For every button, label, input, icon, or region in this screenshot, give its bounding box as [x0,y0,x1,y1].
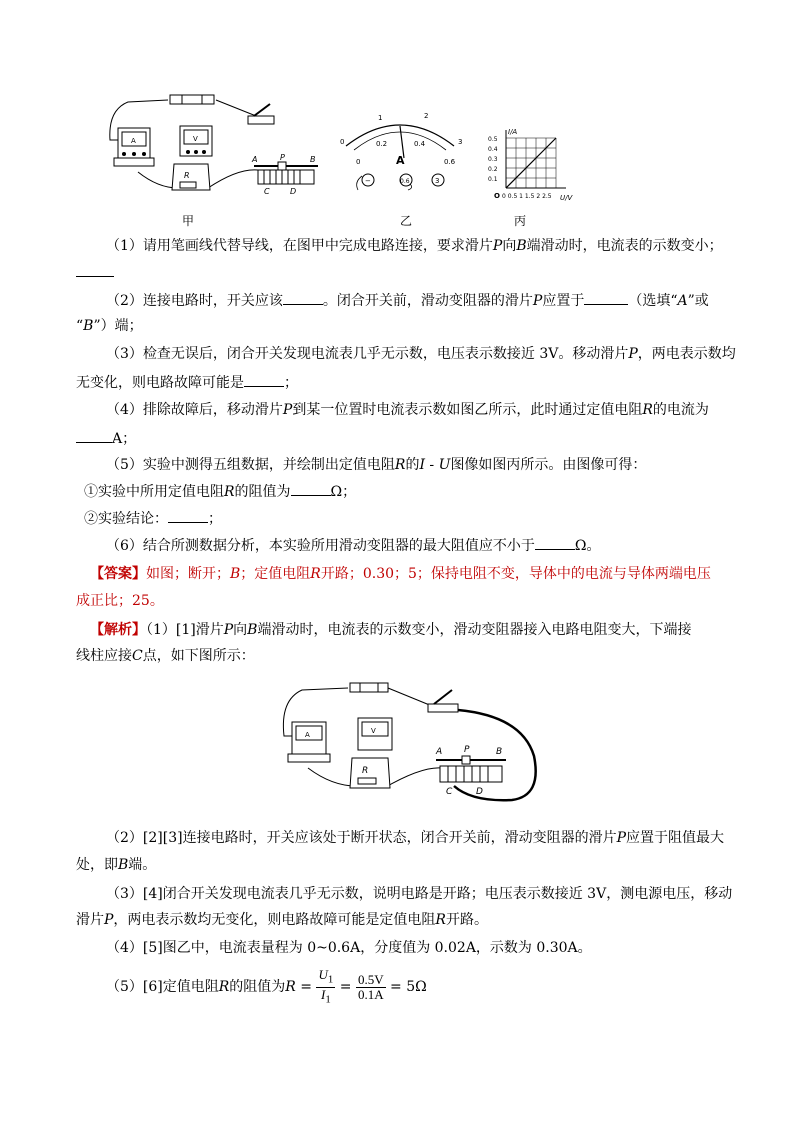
figure-b-caption: 乙 [400,214,413,228]
rheostat-label-a: A [252,155,258,164]
analysis-line-5: （5）[6]定值电阻R的阻值为R = $\frac{U_1}{I_1}$ = $\frac{0.5V}{0.1A}$ = 5Ω [106,967,427,1006]
formula-r: R [285,979,296,996]
answer-blank-5-2 [168,508,208,523]
circuit-figure-completed [272,676,542,806]
analysis-line-2-cont: 处，即B端。 [76,857,157,873]
formula-result: = 5Ω [385,979,427,996]
meter-terminal-06: 0.6 [400,178,410,185]
voltmeter-icon [180,126,212,156]
answer-blank-1 [76,262,114,277]
graph-ytick-02: 0.2 [488,166,498,173]
meter-upper-tick-0: 0 [340,138,345,146]
meter-terminal-neg: − [365,177,371,185]
analysis-line-1-cont: 线柱应接C点，如下图所示： [76,648,255,664]
question-2: （2）连接电路时，开关应该 。闭合开关前，滑动变阻器的滑片P应置于 （选填“A”或 [76,290,726,311]
meter-lower-tick-3: 0.6 [444,158,456,166]
iu-graph-figure-c [486,128,586,214]
analysis-line-4: （4）[5]图乙中，电流表量程为 0~0.6A，分度值为 0.02A，示数为 0.30A。 [106,940,592,956]
circuit-figure-a [98,88,328,206]
question-1-blank-line [76,262,726,283]
meter-lower-tick-2: 0.4 [414,140,426,148]
analysis-line-3: （3）[4]闭合开关发现电流表几乎无示数，说明电路是开路；电压表示数接近 3V，测电源电压，移动 [106,886,733,902]
completed-label-b: B [496,747,503,757]
question-2-cont: “B”）端； [76,318,143,334]
question-4: （4）排除故障后，移动滑片P到某一位置时电流表示数如图乙所示，此时通过定值电阻R的电流为 [106,402,709,418]
ammeter-icon [114,128,154,166]
completed-label-d: D [476,787,483,797]
graph-origin: O [494,192,500,200]
analysis-line-2: （2）[2][3]连接电路时，开关应该处于断开状态，闭合开关前，滑动变阻器的滑片P应置于阻值最大 [106,830,724,846]
answer-blank-2b [584,290,628,305]
question-1: （1）请用笔画线代替导线，在图甲中完成电路连接，要求滑片P向B端滑动时，电流表的示数变小； [106,238,723,254]
graph-xlabel: U/V [560,194,573,202]
answer-label: 【答案】 [90,566,146,582]
rheostat-label-p: P [280,153,285,162]
meter-terminal-3: 3 [435,177,440,185]
battery-icon [170,95,214,104]
added-wire [454,710,536,800]
answer-blank-3 [244,372,284,387]
figure-c-caption: 丙 [514,214,527,228]
answer-line-1: 【答案】如图；断开；B；定值电阻R开路；0.30；5；保持电阻不变，导体中的电流与导体两端电压 [76,564,726,584]
meter-upper-tick-2: 2 [424,112,429,120]
voltmeter-label: V [193,135,198,143]
resistor-label-r: R [184,171,190,180]
completed-label-p: P [464,745,470,755]
graph-ytick-04: 0.4 [488,146,498,153]
graph-xticks: 0 0.5 1 1.5 2 2.5 [502,193,552,200]
meter-lower-tick-1: 0.2 [376,140,388,148]
answer-blank-6 [535,535,575,550]
rheostat-icon [251,153,318,196]
meter-figure-b [334,106,464,196]
question-5-1: ①实验中所用定值电阻R的阻值为 Ω； [76,481,726,502]
completed-voltmeter-label: V [371,727,376,735]
question-3-cont: 无变化，则电路故障可能是 ； [76,372,726,393]
formula-fraction-ui: $\frac{U_1}{I_1}$ [318,967,334,1006]
figure-a-caption: 甲 [182,214,195,228]
meter-upper-tick-1: 1 [378,114,383,122]
ammeter-label: A [131,137,136,145]
graph-ytick-03: 0.3 [488,156,498,163]
rheostat-label-d: D [290,187,297,196]
resistor-icon [172,164,210,190]
answer-blank-2a [283,290,323,305]
answer-blank-5-1 [291,481,331,496]
question-4-cont: A； [76,428,726,449]
completed-ammeter-label: A [305,731,310,739]
meter-lower-tick-0: 0 [356,158,361,166]
analysis-line-1: 【解析】（1）[1]滑片P向B端滑动时，电流表的示数变小，滑动变阻器接入电路电阻变大，下端接 [76,620,726,640]
completed-resistor-label: R [362,766,369,776]
answer-blank-4 [76,428,112,443]
question-6: （6）结合所测数据分析，本实验所用滑动变阻器的最大阻值应不小于 Ω。 [76,535,726,556]
question-5-2: ②实验结论： ； [76,508,726,529]
graph-ylabel: I/A [508,128,518,136]
answer-line-2: 成正比；25。 [76,593,164,609]
rheostat-label-c: C [264,187,270,196]
analysis-label: 【解析】 [90,622,146,638]
meter-upper-tick-3: 3 [458,138,463,146]
graph-ytick-01: 0.1 [488,176,498,183]
completed-label-c: C [446,787,453,797]
completed-label-a: A [436,747,443,757]
graph-ytick-05: 0.5 [488,136,498,143]
question-5: （5）实验中测得五组数据，并绘制出定值电阻R的I - U图像如图丙所示。由图像可得： [106,457,647,473]
rheostat-label-b: B [310,155,316,164]
meter-unit: A [396,154,405,167]
graph-data-line [506,138,556,188]
analysis-line-3-cont: 滑片P，两电表示数均无变化，则电路故障可能是定值电阻R开路。 [76,912,488,928]
question-3: （3）检查无误后，闭合开关发现电流表几乎无示数，电压表示数接近 3V。移动滑片P，两电表示数均 [106,346,736,362]
formula-fraction-values: $\frac{0.5V}{0.1A}$ [357,971,384,1002]
